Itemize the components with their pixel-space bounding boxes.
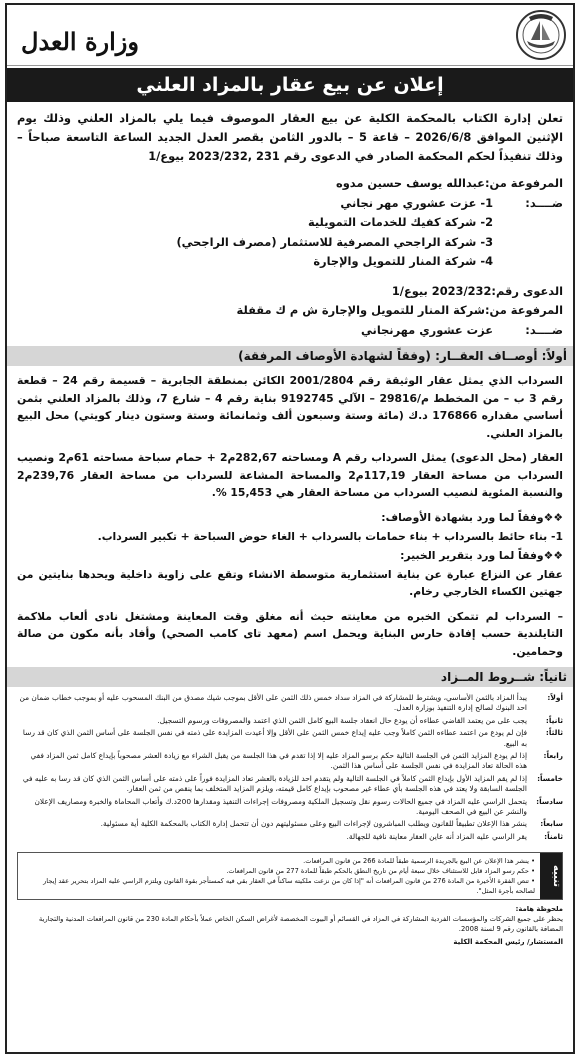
defendant-3: 3- شركة الراجحي المصرفية للاستثمار (مصرف الراجحي) <box>176 234 493 249</box>
important-note-title: ملحوظة هامة: <box>515 905 563 914</box>
term-item <box>17 751 563 772</box>
expert-paragraph-1: عقار عن النزاع عبارة عن بناية استثمارية متوسطة الانشاء وتقع على زاوية داخلية ويحدها بنايتين من جهتين الكساء الخارجي رخام. <box>17 567 563 598</box>
important-note <box>17 904 563 934</box>
term-item <box>17 819 563 829</box>
plaintiff-name: عبدالله يوسف حسين مدوه <box>336 176 485 190</box>
expert-heading: ❖❖وفقاً لما ورد بتقرير الخبير: <box>400 548 563 562</box>
against-label: ضــــد: <box>525 322 563 337</box>
term-text: فإن لم يودع من اعتمد عطاءه الثمن كاملاً وجب عليه إيداع خمس الثمن على الأقل وإلا أعيدت المزايدة على ذمته في نفس الجلسة على أساس الثمن الذي كان قد رسا به البيع. <box>22 728 527 748</box>
plaintiff-name: شركة المنار للتمويل والإجارة ش م ك مقفلة <box>236 303 485 317</box>
defendant-2: 2- شركة كفيك للخدمات التمويلية <box>307 215 493 229</box>
notice-label: تنبيه <box>540 853 562 899</box>
term-label: ثالثاً: <box>545 728 563 738</box>
plaintiff-label: المرفوعة من: <box>484 176 563 190</box>
announcement-page <box>5 3 575 1054</box>
term-label: خامساً: <box>537 773 563 783</box>
against-label: ضــــد: <box>525 195 563 210</box>
certificate-heading: ❖❖وفقاً لما ورد بشهادة الأوصاف: <box>381 510 563 524</box>
important-note-text: يحظر على جميع الشركات والمؤسسات الفردية المشاركة في المزاد في القسائم أو البيوت المخصصة لأغراض السكن الخاص عملاً بأحكام المادة 230 من قانون المرافعات المدنية والتجارية المضافة بالقانون رقم 9 لسنة 2008. <box>38 915 563 934</box>
section-property-title: أولاً: أوصــاف العقــار: (وفقاً لشهادة الأوصاف المرفقة) <box>7 346 573 366</box>
plaintiff-label: المرفوعة من: <box>484 303 563 317</box>
terms-list <box>17 693 563 842</box>
signature: المستشار/ رئيس المحكمة الكلية <box>453 938 563 947</box>
term-item <box>17 797 563 818</box>
term-item <box>17 774 563 795</box>
defendant-name: عزت عشوري مهرنجاني <box>361 322 493 337</box>
kuwait-emblem-icon <box>515 9 567 61</box>
announcement-title: إعلان عن بيع عقار بالمزاد العلني <box>7 68 573 102</box>
term-text: يقر الراسي عليه المزاد أنه عاين العقار معاينة نافية للجهالة. <box>346 831 527 841</box>
notice-item: • حكم رسو المزاد قابل للاستئناف خلال سبعة أيام من تاريخ النطق بالحكم طبقاً للمادة 277 من قانون المرافعات. <box>226 867 535 876</box>
header <box>7 5 573 66</box>
term-label: ثامناً: <box>544 831 563 841</box>
intro-paragraph: تعلن إدارة الكتاب بالمحكمة الكلية عن بيع العقار الموصوف فيما يلي بالمزاد العلني وذلك يوم الإثنين الموافق 2026/6/8 – قاعة 5 – بالدور الثامن بقصر العدل الجديد الساعة التاسعة صباحاً – وذلك تنفيذاً لحكم المحكمة الصادر في الدعوى رقم 231 ,2023/232 بيوع/1 <box>17 111 564 163</box>
term-text: يتحمل الراسي عليه المزاد في جميع الحالات رسوم نقل وتسجيل الملكية ومصروفات إجراءات التنفيذ ومقدارها 200د.ك وأتعاب المحاماة والخبرة ومصاريف الإعلان والنشر عن البيع في الصحف اليومية. <box>34 796 527 817</box>
term-item <box>17 716 563 726</box>
case-number: 2023/232 بيوع/1 <box>391 283 492 298</box>
notice-box <box>17 852 563 900</box>
property-paragraph-2: العقار (محل الدعوى) يمثل السرداب رقم A ومساحته 282,67م2 + حمام سباحة مساحته 61م2 ونصيب السرداب من مساحة العقار 117,19م2 والمساحة المشاعة للسرداب من مساحة العقار 239,76م2 والنسبة المئوية لنصيب السرداب من مساحة العقار هي 15,453 %. <box>17 451 563 499</box>
term-text: ينشر هذا الإعلان تطبيقاً للقانون ويطلب المباشرون لإجراءات البيع وعلى مسئوليتهم دون أن تتحمل إدارة الكتاب بالمحكمة الكلية أية مسئولية. <box>100 819 527 829</box>
section-terms-title: ثانياً: شــروط المــزاد <box>7 667 573 687</box>
term-label: سادساً: <box>536 796 563 806</box>
case2-parties <box>17 282 563 341</box>
term-label: ثانياً: <box>545 715 563 725</box>
term-text: يجب على من يعتمد القاضي عطاءه أن يودع حال انعقاد جلسة البيع كامل الثمن الذي اعتمد والمصروفات ورسوم التسجيل. <box>157 715 527 725</box>
case-number-label: الدعوى رقم: <box>491 283 563 298</box>
term-text: إذا لم يودع المزايد الثمن في الجلسة التالية حكم برسو المزاد عليه إلا إذا تقدم في هذا الجلسة من يقبل الشراء مع زيادة العشر مصحوباً بإيداع كامل ثمن المزاد ففي هذه الحالة تعاد المزايدة في نفس الجلسة على أساس هذا الثمن. <box>30 751 527 771</box>
term-item <box>17 832 563 842</box>
term-text: إذا لم يقم المزايد الأول بإيداع الثمن كاملاً في الجلسة التالية ولم يتقدم احد للزيادة بالعشر تعاد المزايدة فوراً على ذمته على أساس الثمن الذي كان قد رسا به عليه في الجلسة السابقة ولا يعتد في هذه الجلسة بأي عطاء غير مصحوب بإيداع كامل قيمته، ويلزم المزايد المتخلف بما ينقص من ثمن العقار. <box>22 773 527 794</box>
term-item <box>17 728 563 749</box>
term-label: أولاً: <box>547 693 563 702</box>
term-label: سابعاً: <box>540 819 563 829</box>
ministry-name: وزارة العدل <box>21 27 139 56</box>
notice-body <box>18 853 540 899</box>
content <box>7 102 573 946</box>
defendant-4: 4- شركة المنار للتمويل والإجارة <box>313 254 493 268</box>
term-label: رابعاً: <box>543 751 563 761</box>
expert-paragraph-2: – السرداب لم تتمكن الخبره من معاينته حيث أنه مغلق وقت المعاينة ومشتغل نادى ألعاب ملاكمة التايلندية حسب إفادة حارس البناية ويحمل اسم (معهد تاى كامب الصحي) وأفاد بأنه مكون من صالة وحمامين. <box>17 609 563 658</box>
notice-item: • تنص الفقرة الأخيرة من المادة 276 من قانون المرافعات أنه "إذا كان من نزعت ملكيته ساكناً في العقار بقي فيه كمستأجر بقوة القانون ويلتزم الراسي عليه المزاد بتحرير عقد إيجار لصالحه بأجرة المثل". <box>43 877 535 896</box>
certificate-item: 1- بناء حائط بالسرداب + بناء حمامات بالسرداب + الغاء حوض السباحة + تكبير السرداب. <box>97 529 563 543</box>
term-text: يبدأ المزاد بالثمن الأساسي، ويشترط للمشاركة في المزاد سداد خمس ذلك الثمن على الأقل بموجب شيك مصدق من البنك المسحوب عليه أو بموجب خطاب ضمان من احد البنوك لصالح إدارة التنفيذ بوزارة العدل. <box>19 693 527 713</box>
defendant-1: 1- عزت عشوري مهر نجاني <box>340 195 493 210</box>
case1-parties <box>17 174 563 272</box>
property-paragraph-1: السرداب الذي يمثل عقار الوثيقة رقم 2001/2804 الكائن بمنطقة الجابرية – قسيمة رقم 24 – قطعة رقم 3 ب – من المخطط م/29816 – الآلي 9192745 بناية رقم 4 – شارع 7، وذلك بالمزاد العلني بثمن أساسي مقداره 176866 د.ك (مائة وستة وسبعون ألف وثمانمائة وستة وستون دينار كويتي) محل البيع بالمزاد العلني. <box>17 374 564 440</box>
term-item <box>17 693 563 714</box>
notice-item: • ينشر هذا الإعلان عن البيع بالجريدة الرسمية طبقاً للمادة 266 من قانون المرافعات. <box>303 857 535 866</box>
